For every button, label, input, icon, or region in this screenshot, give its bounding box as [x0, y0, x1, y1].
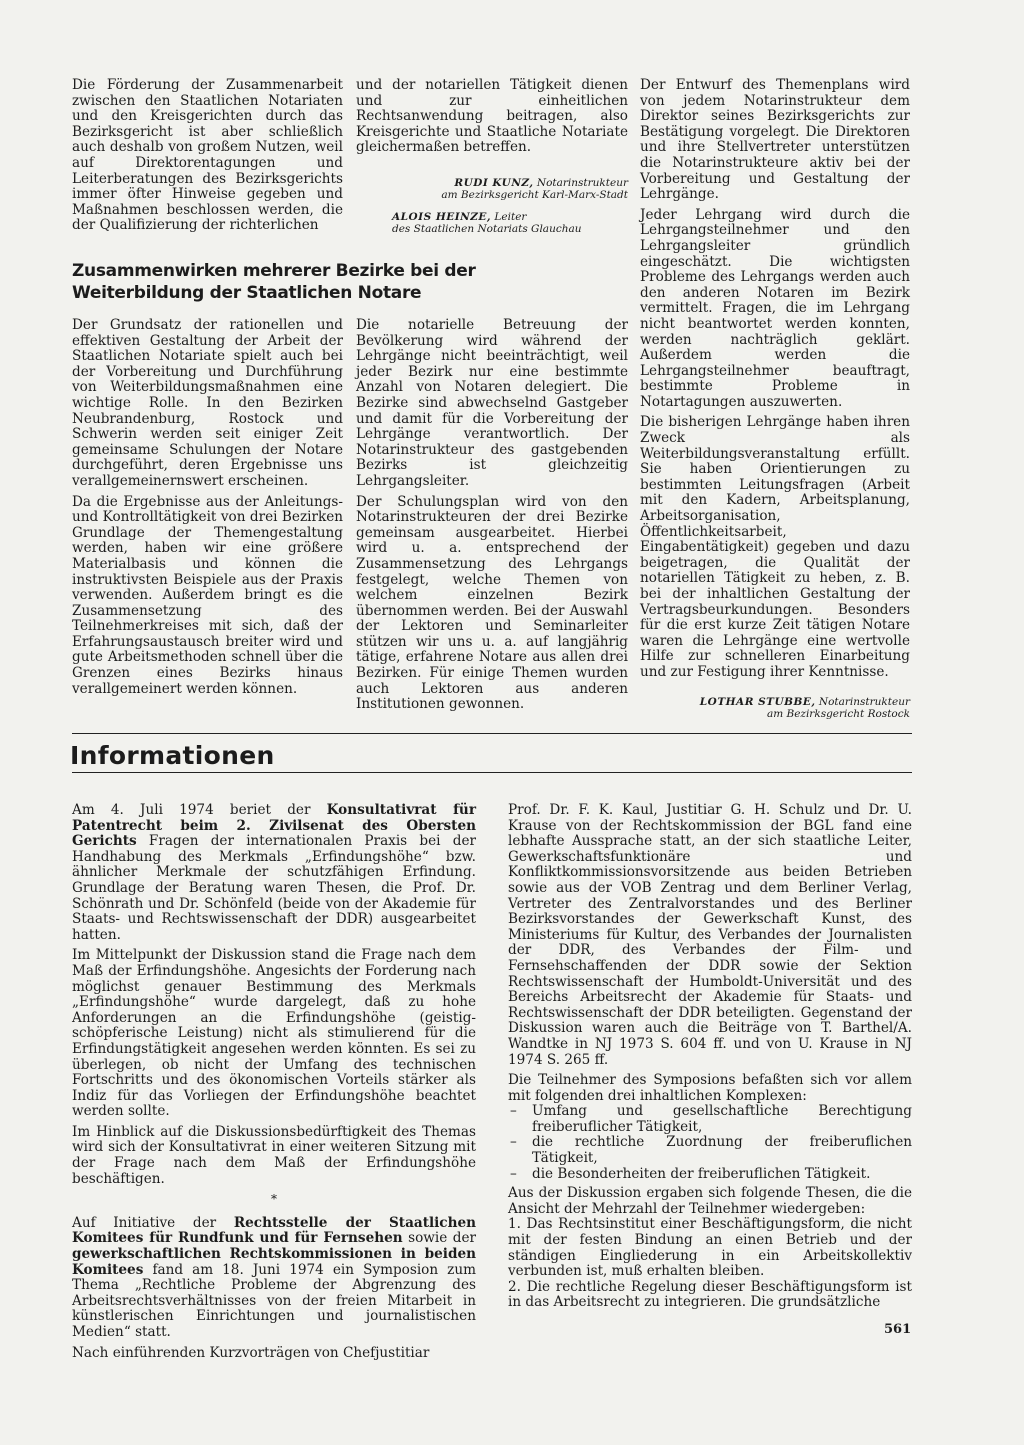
informationen-column-right: [508, 803, 912, 1316]
article2-paragraph: Der Entwurf des Themenplans wird von jedem Notarinstrukteur dem Direktor seines Bezirksgerichts zur Bestätigung vorgelegt. Die Direktoren und ihre Stellvertreter unterstützen die Notarinstrukteure aktiv bei der Vorbereitung und Gestaltung der Lehrgänge.: [640, 77, 910, 203]
signature-affiliation: am Bezirksgericht Karl-Marx-Stadt: [441, 188, 628, 201]
info-paragraph: Aus der Diskussion ergaben sich folgende Thesen, die die Ansicht der Mehrzahl der Teilnehmer wiedergeben:: [508, 1185, 912, 1217]
thesis-item: 1. Das Rechtsinstitut einer Beschäftigungsform, die nicht mit der festen Bindung an einen Betrieb und der ständigen Eingliederung in ein Arbeitskollektiv verbunden ist, muß erhalten bleiben.: [508, 1216, 912, 1280]
article1-paragraph: Die Förderung der Zusammenarbeit zwischen den Staatlichen Notariaten und den Kreisgerichten durch das Bezirksgericht ist aber schließlich auch deshalb von großem Nutzen, weil auf Direktorentagungen und Leiterberatungen des Bezirksgerichts immer öfter Hinweise gegeben und Maßnahmen beschlossen werden, die der Qualifizierung der richterlichen: [72, 77, 343, 234]
signature-affiliation: des Staatlichen Notariats Glauchau: [392, 222, 582, 235]
signature-affiliation: am Bezirksgericht Rostock: [766, 707, 910, 720]
article1-paragraph: und der notariellen Tätigkeit dienen und zur einheitlichen Rechtsanwendung beitragen, also Kreisgerichte und Staatliche Notariate gleichermaßen betreffen.: [356, 77, 628, 156]
text-run: Fragen der internationalen Praxis bei der Handhabung des Merkmals „Erfindungshöhe“ bzw. ähnlicher Merkmale der schutzfähigen Erfindung. Grundlage der Beratung waren Thesen, die Prof. Dr. Schönrath und Dr. Schönfeld (beide von der Akademie für Staats- und Rechtswissenschaft der DDR) ausgearbeitet hatten.: [72, 833, 476, 943]
info-paragraph: Im Hinblick auf die Diskussionsbedürftigkeit des Themas wird sich der Konsultativrat in einer weiteren Sitzung mit der Frage nach dem Maß der Erfindungshöhe beschäftigen.: [72, 1123, 476, 1187]
informationen-column-left: [72, 803, 476, 1366]
article-headline: Zusammenwirken mehrerer Bezirke bei der Weiterbildung der Staatlichen Notare: [72, 261, 476, 303]
signature-heinze: [356, 211, 628, 235]
article1-column-2: [356, 78, 628, 239]
bold-text-run: Rechtsstelle der Staatlichen Komitees für Rundfunk und für Fernsehen: [72, 1214, 476, 1247]
signature-role: Leiter: [491, 210, 527, 223]
article2-paragraph: Die bisherigen Lehrgänge haben ihren Zweck als Weiterbildungsveranstaltung erfüllt. Sie haben Orientierungen zu bestimmten Leitungsfragen (Arbeit mit den Kadern, Arbeitsplanung, Arbeitsorganisation, Öffentlichkeitsarbeit, Eingabentätigkeit) gegeben und dazu beigetragen, die Qualität der notariellen Tätigkeit zu heben, z. B. bei der inhaltlichen Gestaltung der Vertragsbeurkundungen. Besonders für die erst kurze Zeit tätigen Notare waren die Lehrgänge eine wertvolle Hilfe zur schnelleren Einarbeitung und zur Festigung ihrer Kenntnisse.: [640, 414, 910, 680]
article2-paragraph: Jeder Lehrgang wird durch die Lehrgangsteilnehmer und den Lehrgangsleiter gründlich eingeschätzt. Die wichtigsten Probleme des Lehrgangs werden auch den anderen Notaren im Bezirk vermittelt. Fragen, die im Lehrgang nicht beantwortet werden konnten, werden nachträglich geklärt. Außerdem werden die Lehrgangsteilnehmer beauftragt, bestimmte Probleme in Notartagungen auszuwerten.: [640, 206, 910, 410]
info-paragraph: Prof. Dr. F. K. Kaul, Justitiar G. H. Schulz und Dr. U. Krause von der Rechtskommission der BGL fand eine lebhafte Aussprache statt, an der sich staatliche Leiter, Gewerkschaftsfunktionäre und Konfliktkommissionsvorsitzende aus beiden Betrieben sowie aus der VOB Zentrag und dem Berliner Verlag, Vertreter des Zentralvorstandes und des Berliner Bezirksvorstandes der Gewerkschaft Kunst, des Ministeriums für Kultur, des Verbandes der Journalisten der DDR, des Verbandes der Film- und Fernsehschaffenden der DDR sowie der Sektion Rechtswissenschaft der Humboldt-Universität und des Bereichs Arbeitsrecht der Akademie für Staats- und Rechtswissenschaft der DDR beteiligten. Gegenstand der Diskussion waren auch die Beiträge von T. Barthel/A. Wandtke in NJ 1973 S. 604 ff. und von U. Krause in NJ 1974 S. 265 ff.: [508, 802, 912, 1068]
article2-column-3: [640, 78, 910, 724]
thesis-item: 2. Die rechtliche Regelung dieser Beschäftigungsform ist in das Arbeitsrecht zu integrieren. Die grundsätzliche: [508, 1278, 912, 1311]
info-paragraph: Nach einführenden Kurzvorträgen von Chefjustitiar: [72, 1344, 430, 1361]
info-paragraph: Die Teilnehmer des Symposions befaßten sich vor allem mit folgenden drei inhaltlichen Komplexen:: [508, 1072, 912, 1104]
bold-text-run: Konsultativrat für Patentrecht beim 2. Zivilsenat des Obersten Gerichts: [72, 802, 476, 850]
list-item: – die Besonderheiten der freiberuflichen Tätigkeit.: [508, 1167, 912, 1183]
article2-column-2: [356, 318, 628, 718]
signature-name: ALOIS HEINZE,: [392, 210, 492, 223]
article2-column-1: [72, 318, 343, 702]
section-divider: [72, 772, 912, 773]
signature-role: Notarinstrukteur: [533, 176, 628, 189]
text-run: fand am 18. Juni 1974 ein Symposion zum Thema „Rechtliche Probleme der Abgrenzung des Arbeitsrechtsverhältnisses von der freien Mitarbeit in künstlerischen Einrichtungen und journalistischen Medien“ statt.: [72, 1261, 476, 1340]
section-divider: [72, 733, 912, 734]
article2-paragraph: Der Grundsatz der rationellen und effektiven Gestaltung der Arbeit der Staatlichen Notariate spielt auch bei der Vorbereitung und Durchführung von Weiterbildungsmaßnahmen eine wichtige Rolle. In den Bezirken Neubrandenburg, Rostock und Schwerin werden seit einiger Zeit gemeinsame Schulungen der Notare durchgeführt, deren Ergebnisse uns verallgemeinernswert erscheinen.: [72, 317, 343, 489]
text-run: Am 4. Juli 1974 beriet der: [72, 802, 327, 818]
dash-list: [508, 1104, 912, 1182]
signature-role: Notarinstrukteur: [815, 695, 910, 708]
signature-kunz: [356, 177, 628, 201]
bold-text-run: gewerkschaftlichen Rechtskommissionen in beiden Komitees: [72, 1246, 476, 1278]
article1-column-1: [72, 78, 343, 239]
section-title: Informationen: [70, 741, 275, 770]
article2-paragraph: Der Schulungsplan wird von den Notarinstrukteuren der drei Bezirke gemeinsam ausgearbeitet. Hierbei wird u. a. entsprechend der Zusammensetzung des Lehrgangs festgelegt, welche Themen von welchem einzelnen Bezirk übernommen werden. Bei der Auswahl der Lektoren und Seminarleiter stützen wir uns u. a. auf langjährig tätige, erfahrene Notare aus allen drei Bezirken. Für einige Themen wurden auch Lektoren aus anderen Institutionen gewonnen.: [356, 493, 628, 713]
article2-paragraph: Die notarielle Betreuung der Bevölkerung wird während der Lehrgänge nicht beeinträchtigt, weil jeder Bezirk nur eine bestimmte Anzahl von Notaren delegiert. Die Bezirke sind abwechselnd Gastgeber und damit für die Vorbereitung der Lehrgänge verantwortlich. Der Notarinstrukteur des gastgebenden Bezirks ist gleichzeitig Lehrgangsleiter.: [356, 317, 628, 489]
separator-asterisk: *: [271, 1192, 277, 1207]
info-paragraph: [72, 803, 476, 943]
info-paragraph: [72, 1216, 476, 1341]
signature-name: RUDI KUNZ,: [454, 176, 534, 189]
article2-paragraph: Da die Ergebnisse aus der Anleitungs- und Kontrolltätigkeit von drei Bezirken Grundlage der Themengestaltung werden, haben wir eine größere Materialbasis und können die instruktivsten Beispiele aus der Praxis verwenden. Außerdem bringt es die Zusammensetzung des Teilnehmerkreises mit sich, daß der Erfahrungsaustausch breiter wird und gute Arbeitsmethoden schnell über die Grenzen eines Bezirks hinaus verallgemeinert werden können.: [72, 493, 343, 697]
list-item: – die rechtliche Zuordnung der freiberuflichen Tätigkeit,: [508, 1135, 912, 1166]
page-number: 561: [884, 1322, 912, 1337]
signature-stubbe: [640, 696, 910, 720]
list-item: – Umfang und gesellschaftliche Berechtigung freiberuflicher Tätigkeit,: [508, 1104, 912, 1135]
text-run: sowie der: [402, 1230, 476, 1247]
signature-name: LOTHAR STUBBE,: [699, 695, 816, 708]
info-paragraph: Im Mittelpunkt der Diskussion stand die Frage nach dem Maß der Erfindungshöhe. Angesichts der Forderung nach möglichst genauer Bestimmung des Merkmals „Erfindungshöhe“ wurde dargelegt, daß zu hohe Anforderungen an die Erfindungshöhe (geistig-schöpferische Leistung) nicht als stimulierend für die Erfindungstätigkeit angesehen werden könnten. Es sei zu überlegen, ob nicht der Umfang des technischen Fortschritts und des ökonomischen Vorteils stärker als Indiz für das Vorliegen der Erfindungshöhe beachtet werden sollte.: [72, 947, 476, 1120]
text-run: Auf Initiative der: [72, 1214, 234, 1231]
